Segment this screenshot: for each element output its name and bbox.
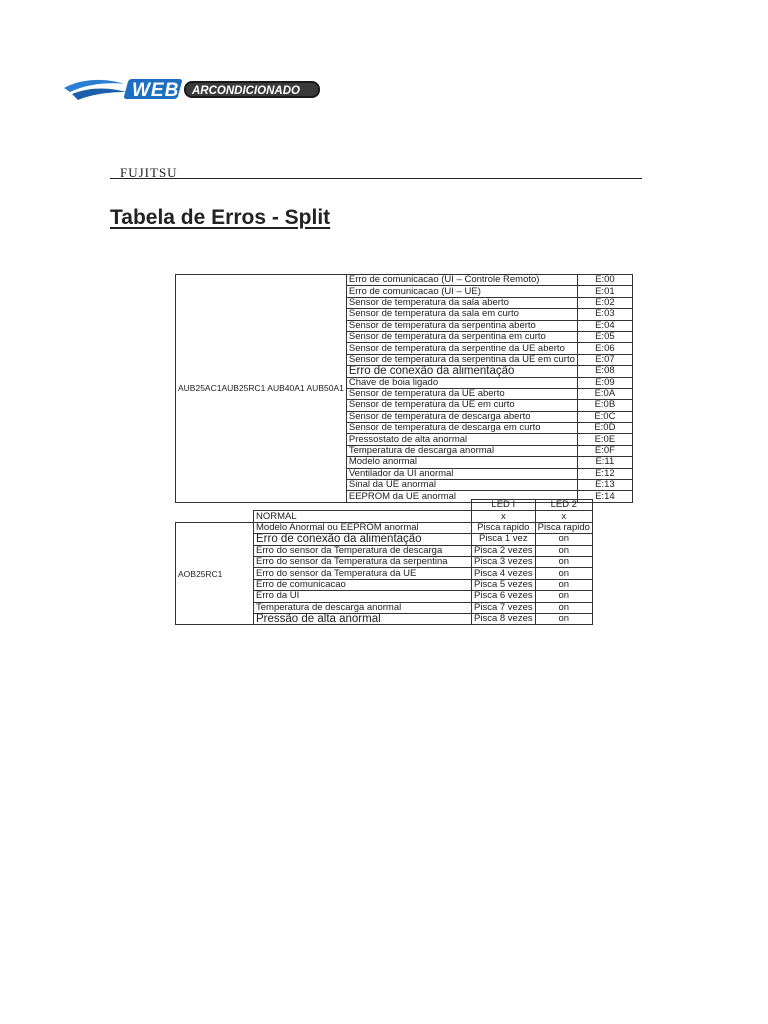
error-description: Chave de boia ligado <box>346 377 577 388</box>
led2-value: on <box>535 568 592 579</box>
error-code: E:12 <box>577 468 632 479</box>
led1-value: Pisca 7 vezes <box>472 602 536 613</box>
normal-row <box>176 511 593 522</box>
error-description: Sensor de temperatura de descarga aberto <box>346 411 577 422</box>
error-description: Sensor de temperatura da serpentina aberto <box>346 320 577 331</box>
led1-value: Pisca 3 vezes <box>472 556 536 567</box>
error-code: E:02 <box>577 297 632 308</box>
normal-label: NORMAL <box>254 511 472 522</box>
error-code: E:09 <box>577 377 632 388</box>
error-description: Sensor de temperatura da serpentina da UE em curto <box>346 354 577 365</box>
svg-text:ARCONDICIONADO: ARCONDICIONADO <box>192 85 300 97</box>
led1-value: Pisca 5 vezes <box>472 579 536 590</box>
blank-cell <box>176 500 254 511</box>
error-description: Erro do sensor da Temperatura da serpentina <box>254 556 472 567</box>
led1-value: Pisca 2 vezes <box>472 545 536 556</box>
error-description: Ventilador da UI anormal <box>346 468 577 479</box>
table-row <box>176 275 633 286</box>
error-code: E:0B <box>577 400 632 411</box>
led2-value: on <box>535 579 592 590</box>
error-description: Erro do sensor da Temperatura de descarga <box>254 545 472 556</box>
error-description: Sensor de temperatura da sala aberto <box>346 297 577 308</box>
led-code-table <box>175 499 593 625</box>
error-description: Erro de comunicacao <box>254 579 472 590</box>
led1-value: Pisca 6 vezes <box>472 591 536 602</box>
error-description: Erro do sensor da Temperatura da UE <box>254 568 472 579</box>
error-description: Sensor de temperatura da serpentine da UE aberto <box>346 343 577 354</box>
error-code: E:07 <box>577 354 632 365</box>
error-description: Erro de conexão da alimentação <box>346 366 577 377</box>
error-code: E:04 <box>577 320 632 331</box>
error-code: E:0A <box>577 388 632 399</box>
error-description: Pressostato de alta anormal <box>346 434 577 445</box>
error-description: Pressão de alta anormal <box>254 613 472 624</box>
error-code: E:00 <box>577 275 632 286</box>
led-header-row <box>176 500 593 511</box>
webarcondicionado-logo <box>62 74 324 104</box>
blank-cell <box>176 511 254 522</box>
page-title: Tabela de Erros - Split <box>110 206 331 229</box>
error-description: Sensor de temperatura da serpentina em curto <box>346 331 577 342</box>
led1-value: Pisca 4 vezes <box>472 568 536 579</box>
error-description: EEPROM da UE anormal <box>346 491 577 502</box>
led1-value: Pisca rapido <box>472 522 536 533</box>
error-description: Modelo anormal <box>346 457 577 468</box>
svg-text:WEB: WEB <box>132 80 180 101</box>
led1-value: Pisca 8 vezes <box>472 613 536 624</box>
error-code: E:0D <box>577 423 632 434</box>
error-description: Temperatura de descarga anormal <box>254 602 472 613</box>
error-code: E:03 <box>577 309 632 320</box>
error-code: E:13 <box>577 480 632 491</box>
led1-header: LED I <box>472 500 536 511</box>
blank-cell <box>254 500 472 511</box>
error-description: Erro da UI <box>254 591 472 602</box>
error-code-table <box>175 274 633 503</box>
led2-value: on <box>535 545 592 556</box>
error-description: Sensor de temperatura de descarga em curto <box>346 423 577 434</box>
error-description: Sensor de temperatura da UE aberto <box>346 388 577 399</box>
error-description: Erro de comunicacao (UI – Controle Remoto) <box>346 275 577 286</box>
led2-value: on <box>535 534 592 545</box>
led2-value: Pisca rapido <box>535 522 592 533</box>
model-cell: AUB25AC1AUB25RC1 AUB40A1 AUB50A1 <box>176 275 347 503</box>
error-code: E:0C <box>577 411 632 422</box>
led1-value: Pisca 1 vez <box>472 534 536 545</box>
table-row <box>176 522 593 533</box>
error-code: E:14 <box>577 491 632 502</box>
led2-value: on <box>535 556 592 567</box>
error-description: Temperatura de descarga anormal <box>346 445 577 456</box>
error-code: E:0F <box>577 445 632 456</box>
led2-value: on <box>535 602 592 613</box>
error-code: E:06 <box>577 343 632 354</box>
error-code: E:11 <box>577 457 632 468</box>
error-description: Sensor de temperatura da UE em curto <box>346 400 577 411</box>
error-code: E:01 <box>577 286 632 297</box>
error-description: Sensor de temperatura da sala em curto <box>346 309 577 320</box>
header-rule <box>110 178 642 179</box>
error-code: E:0E <box>577 434 632 445</box>
led2-value: x <box>535 511 592 522</box>
error-code: E:05 <box>577 331 632 342</box>
led1-value: x <box>472 511 536 522</box>
error-description: Erro de comunicacao (UI – UE) <box>346 286 577 297</box>
led2-value: on <box>535 613 592 624</box>
led2-value: on <box>535 591 592 602</box>
model-cell: AOB25RC1 <box>176 522 254 625</box>
error-description: Sinal da UE anormal <box>346 480 577 491</box>
error-code: E:08 <box>577 366 632 377</box>
error-description: Modelo Anormal ou EEPROM anormal <box>254 522 472 533</box>
fujitsu-label: FUJITSU <box>120 165 178 180</box>
error-description: Erro de conexão da alimentação <box>254 534 472 545</box>
led2-header: LED 2 <box>535 500 592 511</box>
